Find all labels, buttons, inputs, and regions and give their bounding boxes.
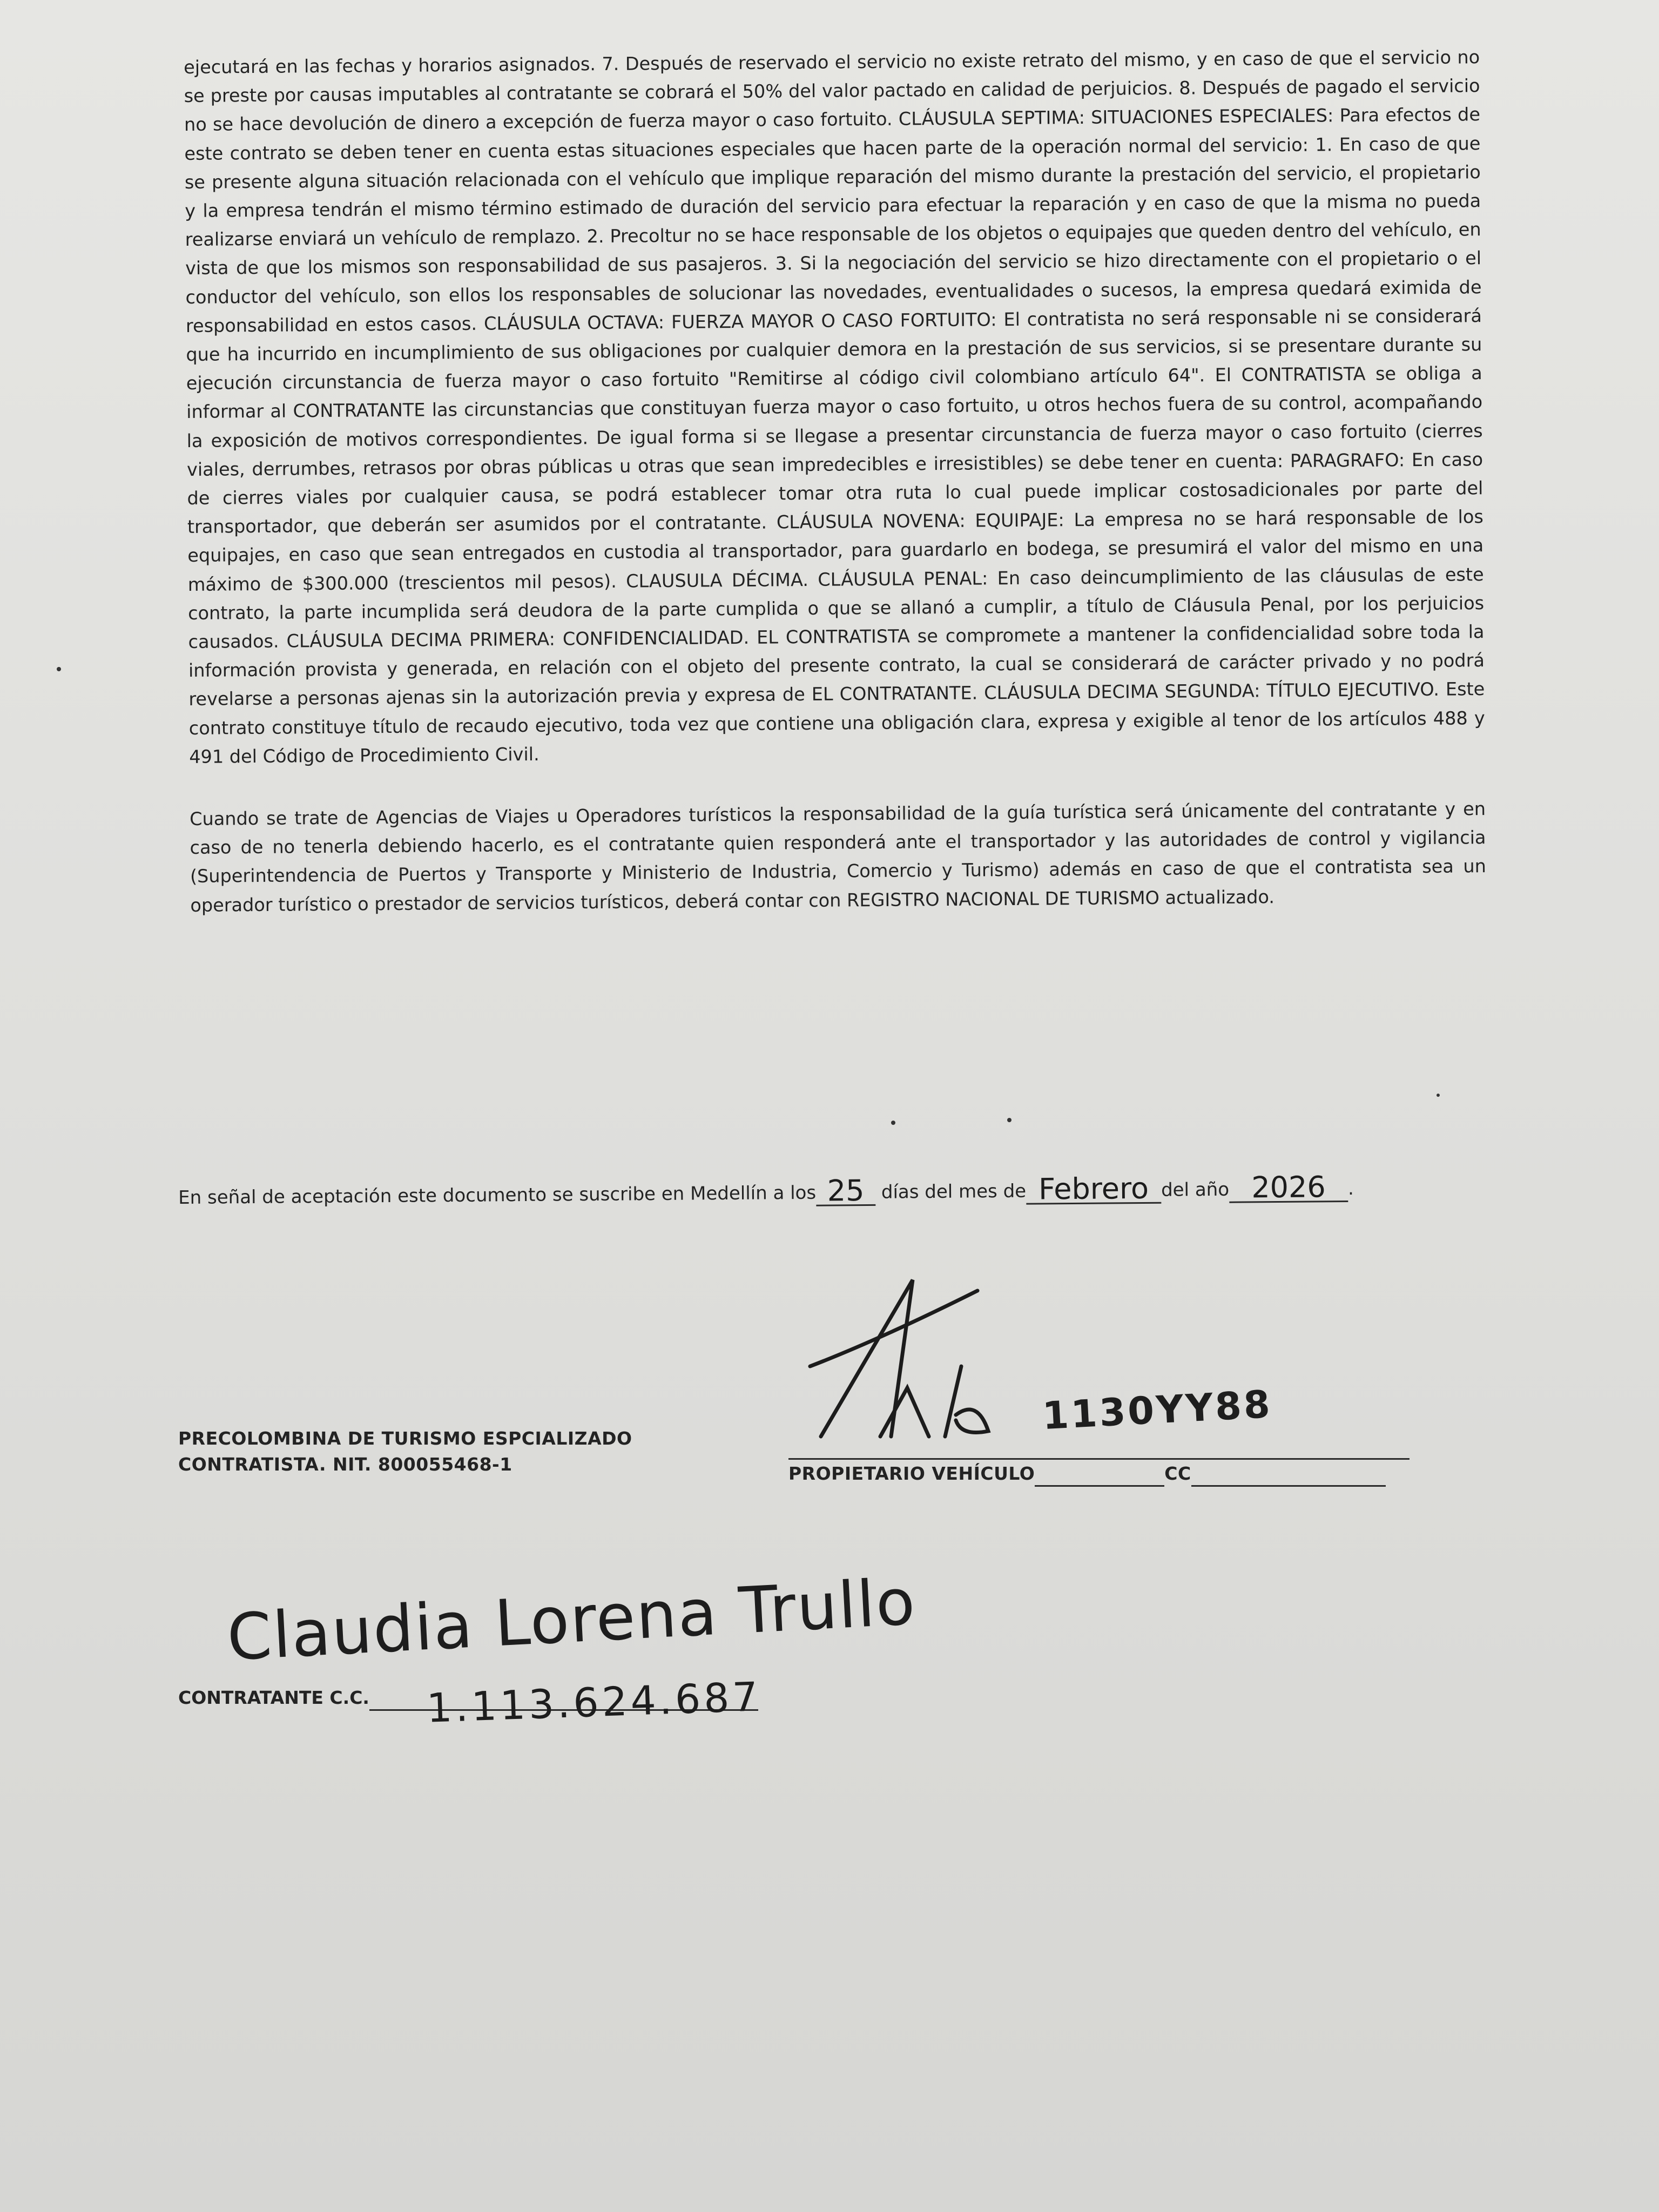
speck xyxy=(1437,1094,1440,1097)
client-label: CONTRATANTE C.C. xyxy=(178,1687,369,1708)
text-line: entregados en custodia al transportador, para guardarlo en bodega, se presumirá el valor del mismo en una máximo de $300.000 xyxy=(187,535,1484,595)
text-line: (trescientos mil pesos). CLAUSULA DÉCIMA. CLÁUSULA PENAL: En caso deincumplimiento de las cláusulas de este contrato, la parte xyxy=(187,563,1484,624)
acceptance-middle: días del mes de xyxy=(881,1180,1027,1203)
text-line: causa, se podrá establecer tomar otra ruta lo cual puede implicar costosadicionales por parte del transportador, que deberán ser xyxy=(187,477,1483,538)
text-line: contratista sea un operador turístico o prestador de servicios turísticos, deberá contar con REGISTRO NACIONAL DE TURISMO xyxy=(190,855,1487,916)
text-line: públicas u otras que sean impredecibles e irresistibles) se debe tener en cuenta: PARAGRAFO: En caso de cierres viales por cualquier xyxy=(187,448,1483,509)
text-line: de pagado el servicio no se hace devolución de dinero a excepción de fuerza mayor o caso fortuito. CLÁUSULA SEPTIMA: SITUACIONES xyxy=(184,75,1480,136)
contractor-name: PRECOLOMBINA DE TURISMO ESPCIALIZADO xyxy=(178,1428,632,1449)
text-line: de los artículos 488 y 491 del Código de Procedimiento Civil. xyxy=(189,707,1485,767)
text-line: O CASO FORTUITO: El contratista no será responsable ni se considerará que ha incurrido en incumplimiento de sus obligaciones por xyxy=(186,305,1482,366)
text-line: novedades, eventualidades o sucesos, la empresa quedará eximida de responsabilidad en estos casos. CLÁUSULA OCTAVA: FUERZA MAYOR xyxy=(185,276,1482,336)
text-line: ejecutará en las fechas y horarios asignados. 7. Después de reservado el servicio no existe retrato del mismo, y en caso de que el xyxy=(184,47,1381,78)
contractor-nit: CONTRATISTA. NIT. 800055468-1 xyxy=(178,1454,512,1475)
text-line: De igual forma si se llegase a presentar circunstancia de fuerza mayor o caso fortuito (cierres viales, derrumbes, retrasos por obras xyxy=(186,420,1483,480)
agency-paragraph xyxy=(190,794,1487,920)
text-line: durante la prestación del servicio, el propietario y la empresa tendrán el mismo término estimado de duración del servicio para efectuar xyxy=(185,161,1481,222)
contractor-signature-block xyxy=(178,1426,632,1478)
text-line: incumplida será deudora de la parte cumplida o que se allanó a cumplir, a título de Cláusula Penal, por los perjuicios causados. xyxy=(188,592,1485,653)
text-line: información provista y generada, en relación con el objeto del presente contrato, la cual se considerará de carácter privado y no podrá xyxy=(188,650,1485,682)
acceptance-prefix: En señal de aceptación este documento se suscribe en Medellín a los xyxy=(178,1182,817,1209)
owner-signature-block xyxy=(788,1458,1410,1487)
text-line: CLÁUSULA DECIMA PRIMERA: CONFIDENCIALIDAD. EL CONTRATISTA se compromete a mantener la confidencialidad sobre toda la xyxy=(286,621,1485,652)
text-line: vigilancia (Superintendencia de Puertos y Transporte y Ministerio de Industria, Comercio y Turismo) además en caso de que el xyxy=(190,827,1486,887)
owner-label: PROPIETARIO VEHÍCULO xyxy=(788,1463,1035,1484)
text-line: constituyan fuerza mayor o caso fortuito, u otros hechos fuera de su control, acompañando la exposición de motivos correspondientes. xyxy=(186,391,1483,451)
text-line: Cuando se trate de Agencias de Viajes u Operadores turísticos la responsabilidad de la guía turística será únicamente del contratante xyxy=(189,798,1445,830)
clause-paragraph xyxy=(184,43,1485,771)
text-line: ESPECIALES: Para efectos de este contrato se deben tener en cuenta estas situaciones especiales que hacen parte de la operación xyxy=(184,104,1481,164)
speck xyxy=(57,667,61,671)
text-line: actualizado. xyxy=(1165,886,1275,908)
year-label: del año xyxy=(1161,1178,1230,1201)
owner-cc-label: CC xyxy=(1164,1463,1191,1484)
text-line: la reparación y en caso de que la misma no pueda realizarse enviará un vehículo de remplazo. 2. Precoltur no se hace responsable de xyxy=(185,190,1481,251)
signature-line xyxy=(788,1458,1410,1460)
client-handwritten-name: Claudia Lorena Trullo xyxy=(225,1564,918,1675)
owner-handwritten-id: 1130YY88 xyxy=(1041,1381,1273,1439)
text-line: normal del servicio: 1. En caso de que se presente alguna situación relacionada con el vehículo que implique reparación del mismo xyxy=(184,132,1481,193)
acceptance-line xyxy=(178,1172,1485,1211)
client-handwritten-id: 1.113.624.687 xyxy=(426,1674,762,1732)
text-line: EJECUTIVO. Este contrato constituye título de recaudo ejecutivo, toda vez que contiene una obligación clara, expresa y exigible al tenor xyxy=(188,678,1485,739)
text-line: revelarse a personas ajenas sin la autorización previa y expresa de EL CONTRATANTE. CLÁUSULA DECIMA SEGUNDA: TÍTULO xyxy=(188,679,1338,710)
owner-cc-blank xyxy=(1191,1464,1386,1487)
text-line: asumidos por el contratante. CLÁUSULA NOVENA: EQUIPAJE: La empresa no se hará responsable de los equipajes, en caso que sean xyxy=(187,506,1483,567)
contract-body xyxy=(184,43,1487,920)
day-field: 25 xyxy=(816,1177,875,1206)
text-line: negociación del servicio se hizo directamente con el propietario o el conductor del vehículo, son ellos los responsables de solucionar las xyxy=(185,247,1482,308)
text-line: y en caso de no tenerla debiendo hacerlo, es el contratante quien responderá ante el transportador y las autoridades de control y xyxy=(190,798,1486,859)
text-line: "Remitirse al código civil colombiano artículo 64". El CONTRATISTA se obliga a informar al CONTRATANTE las circunstancias que xyxy=(186,362,1482,423)
text-line: los objetos o equipajes que queden dentro del vehículo, en vista de que los mismos son responsabilidad de sus pasajeros. 3. Si la xyxy=(185,219,1481,279)
year-field: 2026 xyxy=(1229,1174,1348,1203)
owner-blank xyxy=(1035,1464,1164,1487)
month-field: Febrero xyxy=(1026,1175,1161,1205)
text-line: cualquier demora en la prestación de sus servicios, si se presentare durante su ejecución circunstancia de fuerza mayor o caso fortuito xyxy=(186,334,1482,394)
owner-signature xyxy=(799,1258,1048,1453)
speck xyxy=(891,1121,895,1125)
acceptance-suffix: . xyxy=(1347,1177,1354,1199)
speck xyxy=(1007,1118,1011,1122)
text-line: servicio no se preste por causas imputables al contratante se cobrará el 50% del valor pactado en calidad de perjuicios. 8. Después xyxy=(184,46,1480,107)
